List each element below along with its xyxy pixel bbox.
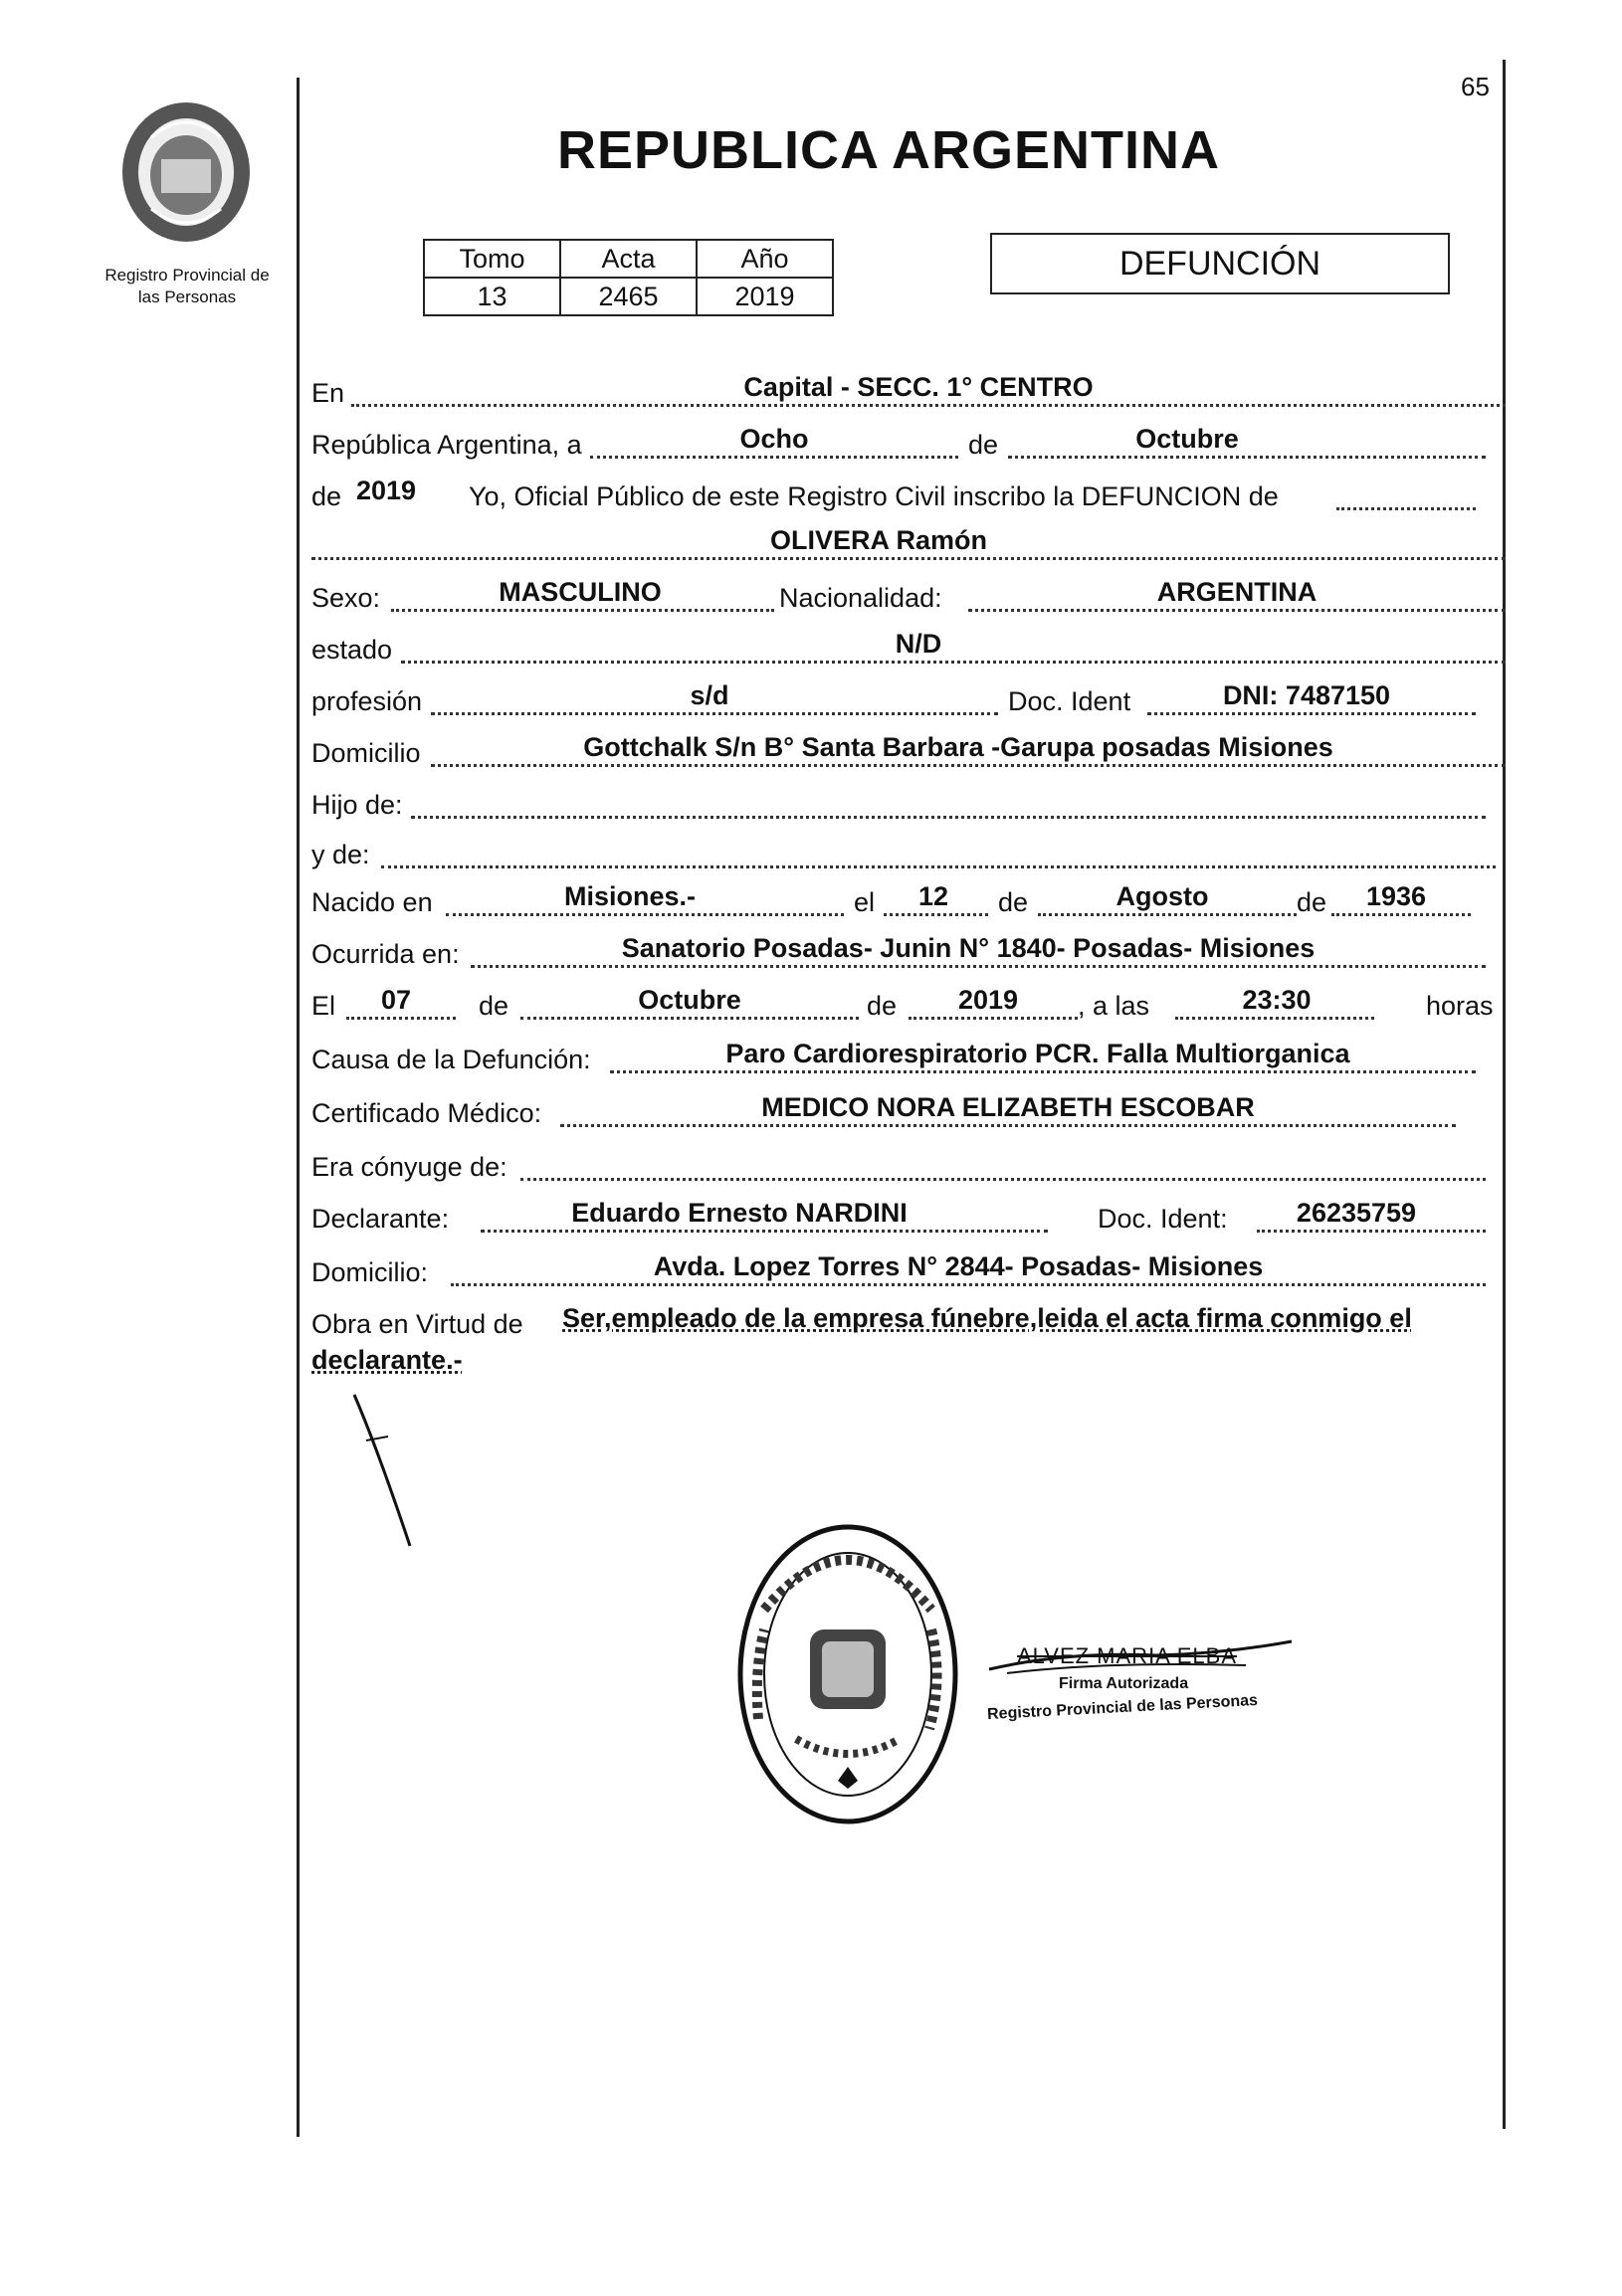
dotted-line xyxy=(560,1124,1456,1127)
left-margin-rule xyxy=(297,78,300,2137)
dotted-line xyxy=(1147,712,1476,715)
fall-mes-value: Octubre xyxy=(638,985,741,1015)
profesion-value: s/d xyxy=(690,680,729,710)
dotted-line xyxy=(1008,456,1486,459)
acta-header: Acta xyxy=(560,240,697,278)
estado-value: N/D xyxy=(895,629,942,659)
sexo-label: Sexo: xyxy=(311,583,381,613)
alas-label: , a las xyxy=(1078,991,1150,1021)
dotted-line xyxy=(411,816,1486,819)
dotted-line xyxy=(346,1017,456,1020)
register-table xyxy=(423,239,834,316)
acta-value: 2465 xyxy=(560,278,697,315)
logo-caption-line2: las Personas xyxy=(137,287,237,306)
causa-value: Paro Cardiorespiratorio PCR. Falla Multiorganica xyxy=(725,1039,1350,1068)
dotted-line xyxy=(401,661,1506,664)
dotted-line xyxy=(909,1017,1078,1020)
logo-caption-line1: Registro Provincial de xyxy=(104,266,270,285)
dotted-line xyxy=(610,1070,1476,1073)
page-number: 65 xyxy=(1461,72,1490,101)
dotted-line xyxy=(520,1178,1486,1181)
anio-value: 2019 xyxy=(355,476,417,505)
row-obra xyxy=(311,1301,1506,1347)
hijo-label: Hijo de: xyxy=(311,790,403,820)
el-label: el xyxy=(854,887,876,917)
dia-value: Ocho xyxy=(739,424,809,454)
row-en xyxy=(311,370,1506,416)
nac-anio-value: 1936 xyxy=(1365,881,1427,911)
nacionalidad-label: Nacionalidad: xyxy=(779,583,942,613)
row-fecha-defuncion xyxy=(311,983,1506,1029)
dotted-line xyxy=(446,913,844,916)
dotted-line xyxy=(884,913,988,916)
anio-label: de xyxy=(311,481,342,511)
declarante-label: Declarante: xyxy=(311,1204,450,1234)
dotted-line xyxy=(1331,913,1471,916)
tomo-header: Tomo xyxy=(424,240,560,278)
obra-label: Obra en Virtud de xyxy=(311,1309,523,1339)
decl-dom-value: Avda. Lopez Torres N° 2844- Posadas- Misiones xyxy=(653,1251,1264,1281)
conyuge-label: Era cónyuge de: xyxy=(311,1152,507,1182)
yde-label: y de: xyxy=(311,840,370,869)
doc-label: Doc. Ident xyxy=(1008,686,1131,716)
nacido-label: Nacido en xyxy=(311,887,433,917)
en-value: Capital - SECC. 1° CENTRO xyxy=(743,372,1094,402)
row-sexo xyxy=(311,575,1506,621)
row-causa xyxy=(311,1037,1506,1082)
nac-de1-label: de xyxy=(998,887,1029,917)
slash-mark-icon xyxy=(348,1391,428,1550)
dotted-line xyxy=(451,1283,1486,1286)
fall-dia-value: 07 xyxy=(380,985,412,1015)
ocurrida-value: Sanatorio Posadas- Junin N° 1840- Posadas- Misiones xyxy=(621,933,1316,963)
ocurrida-label: Ocurrida en: xyxy=(311,939,460,969)
dotted-line xyxy=(431,712,998,715)
signature-role: Firma Autorizada xyxy=(1059,1675,1189,1692)
estado-label: estado xyxy=(311,635,393,665)
en-label: En xyxy=(311,378,345,408)
row-profesion xyxy=(311,678,1506,724)
dotted-line xyxy=(968,609,1506,612)
de-label: de xyxy=(968,430,999,460)
dotted-line xyxy=(1038,913,1297,916)
certificado-label: Certificado Médico: xyxy=(311,1098,542,1128)
dotted-line xyxy=(1175,1017,1374,1020)
fall-de1-label: de xyxy=(479,991,509,1021)
domicilio-label: Domicilio xyxy=(311,738,421,768)
horas-label: horas xyxy=(1426,991,1494,1021)
dotted-line xyxy=(391,609,774,612)
republica-label: República Argentina, a xyxy=(311,430,582,460)
signature-name: ALVEZ MARIA ELBA xyxy=(1017,1643,1238,1668)
logo-caption xyxy=(78,265,297,308)
domicilio-value: Gottchalk S/n B° Santa Barbara -Garupa posadas Misiones xyxy=(583,732,1333,762)
hora-value: 23:30 xyxy=(1242,985,1312,1015)
obra-text-line2: declarante.- xyxy=(311,1345,463,1375)
sexo-value: MASCULINO xyxy=(499,577,662,607)
yo-text: Yo, Oficial Público de este Registro Civil inscribo la DEFUNCION de xyxy=(469,481,1279,511)
row-nombre xyxy=(311,523,1506,569)
nacionalidad-value: ARGENTINA xyxy=(1156,577,1318,607)
declarante-value: Eduardo Ernesto NARDINI xyxy=(571,1198,908,1228)
document-title: REPUBLICA ARGENTINA xyxy=(557,120,1220,180)
row-nacido xyxy=(311,879,1506,925)
anio-header: Año xyxy=(697,240,833,278)
nombre-value: OLIVERA Ramón xyxy=(769,525,988,555)
dotted-line xyxy=(431,764,1506,767)
signature-org: Registro Provincial de las Personas xyxy=(986,1691,1259,1724)
provincia-misiones-seal-icon xyxy=(111,97,261,247)
nacido-value: Misiones.- xyxy=(563,881,697,911)
row-yde xyxy=(311,832,1506,877)
registro-provincial-stamp-icon xyxy=(734,1520,961,1828)
dotted-line xyxy=(590,456,958,459)
nac-dia-value: 12 xyxy=(917,881,949,911)
anio-value: 2019 xyxy=(697,278,833,315)
dotted-line xyxy=(1336,507,1476,510)
dotted-line xyxy=(351,404,1506,407)
row-domicilio xyxy=(311,730,1506,776)
row-ocurrida xyxy=(311,931,1506,977)
dotted-line xyxy=(1257,1230,1486,1233)
row-yo xyxy=(311,474,1506,519)
dotted-line xyxy=(311,557,1506,560)
causa-label: Causa de la Defunción: xyxy=(311,1045,591,1074)
fall-de2-label: de xyxy=(867,991,898,1021)
row-decl-domicilio xyxy=(311,1249,1506,1295)
row-republica xyxy=(311,422,1506,468)
dotted-line xyxy=(520,1017,859,1020)
nac-mes-value: Agosto xyxy=(1115,881,1209,911)
tomo-value: 13 xyxy=(424,278,560,315)
obra-text-line1: Ser,empleado de la empresa fúnebre,leida el acta firma conmigo el xyxy=(562,1303,1412,1333)
dotted-line xyxy=(481,1230,1048,1233)
row-conyuge xyxy=(311,1144,1506,1190)
nac-de2-label: de xyxy=(1297,887,1327,917)
decl-doc-value: 26235759 xyxy=(1296,1198,1417,1228)
row-obra-2 xyxy=(311,1343,1506,1389)
row-certificado xyxy=(311,1090,1506,1136)
document-type-box: DEFUNCIÓN xyxy=(990,233,1450,294)
decl-dom-label: Domicilio: xyxy=(311,1257,429,1287)
el2-label: El xyxy=(311,991,336,1021)
row-hijo xyxy=(311,782,1506,828)
row-estado xyxy=(311,627,1506,672)
certificado-value: MEDICO NORA ELIZABETH ESCOBAR xyxy=(761,1092,1255,1122)
row-declarante xyxy=(311,1196,1506,1242)
doc-value: DNI: 7487150 xyxy=(1222,680,1391,710)
profesion-label: profesión xyxy=(311,686,423,716)
fall-anio-value: 2019 xyxy=(957,985,1019,1015)
dotted-line xyxy=(381,865,1496,868)
decl-doc-label: Doc. Ident: xyxy=(1098,1204,1228,1234)
mes-value: Octubre xyxy=(1135,424,1239,454)
dotted-line xyxy=(471,965,1486,968)
